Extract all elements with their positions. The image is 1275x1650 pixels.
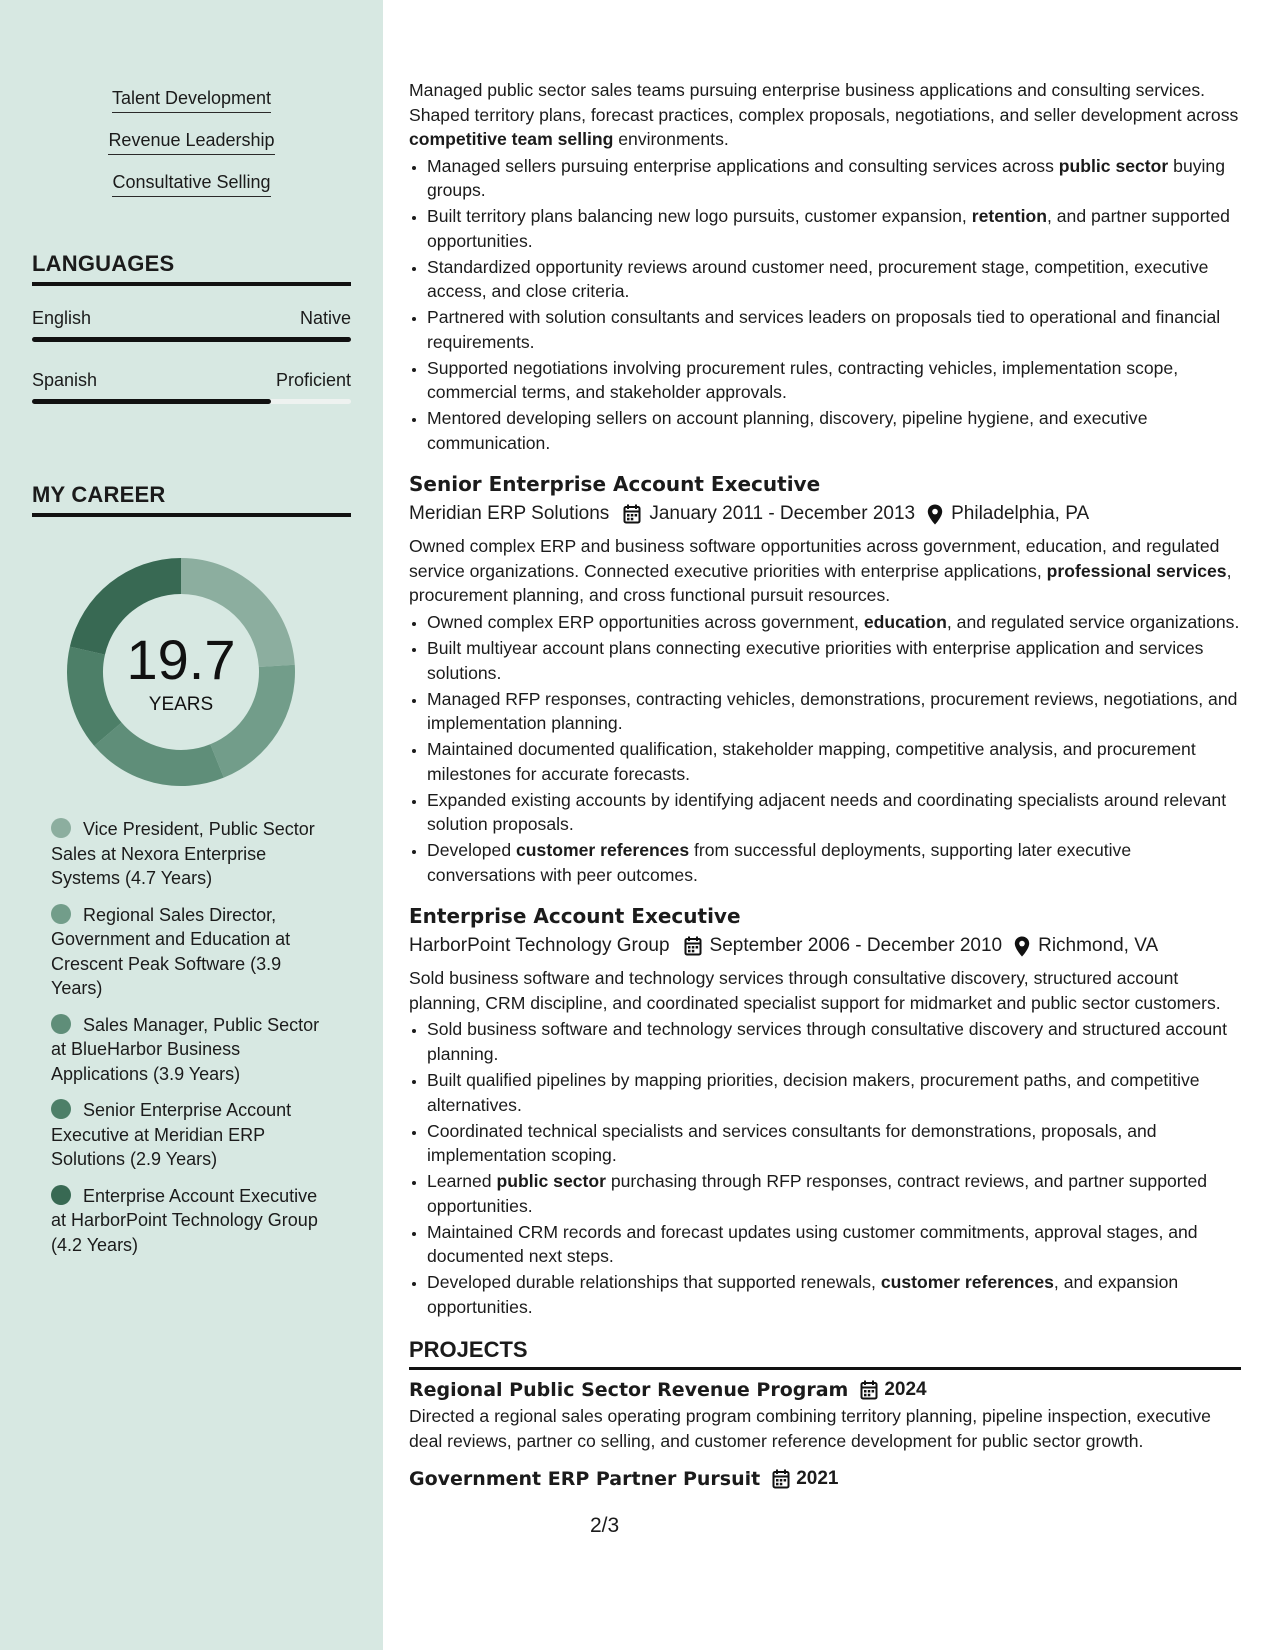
- skill-item: Consultative Selling: [112, 171, 270, 197]
- bullet-item: • Built multiyear account plans connecting executive priorities with enterprise application and services solutions.: [427, 636, 1241, 685]
- job-bullets: [409, 1017, 1241, 1319]
- bullet-item: • Expanded existing accounts by identifying adjacent needs and coordinating specialists around relevant solution proposals.: [427, 788, 1241, 837]
- job-title: Enterprise Account Executive: [409, 904, 741, 929]
- language-name: Spanish: [32, 370, 98, 390]
- languages-section: [32, 251, 351, 404]
- career-legend-text: Regional Sales Director, Government and Education at Crescent Peak Software (3.9 Years): [51, 904, 291, 998]
- career-donut: [66, 557, 296, 787]
- job-title: Senior Enterprise Account Executive: [409, 472, 821, 497]
- calendar-icon: [623, 504, 641, 524]
- calendar-icon: [772, 1469, 790, 1489]
- career-legend-item: [51, 817, 331, 891]
- projects-heading: PROJECTS: [409, 1337, 1241, 1370]
- job-harborpoint: [409, 902, 1241, 1319]
- location-pin-icon: [927, 504, 943, 525]
- project-item: [409, 1465, 1241, 1493]
- skill-item: Revenue Leadership: [108, 129, 274, 155]
- career-legend-text: Enterprise Account Executive at HarborPoint Technology Group (4.2 Years): [51, 1185, 318, 1255]
- bullet-item: • Maintained CRM records and forecast updates using customer commitments, approval stages, and documented next steps.: [427, 1220, 1241, 1269]
- bullet-item: • Built qualified pipelines by mapping priorities, decision makers, procurement paths, and competitive alternatives.: [427, 1068, 1241, 1117]
- bullet-item: • Supported negotiations involving procurement rules, contracting vehicles, implementation scope, commercial terms, and stakeholder approvals.: [427, 356, 1241, 405]
- main-content: [383, 0, 1275, 1650]
- legend-dot-icon: [51, 1099, 71, 1119]
- bullet-item: • Partnered with solution consultants and services leaders on proposals tied to operational and financial requirements.: [427, 305, 1241, 354]
- project-title: Government ERP Partner Pursuit: [409, 1468, 761, 1491]
- job-meta: [409, 932, 1241, 960]
- career-total-label: YEARS: [148, 694, 214, 715]
- bullet-item: • Managed RFP responses, contracting vehicles, demonstrations, procurement reviews, negotiations, and implementation planning.: [427, 687, 1241, 736]
- job-company: HarborPoint Technology Group: [409, 935, 670, 957]
- job-location: Philadelphia, PA: [951, 503, 1090, 525]
- project-description: Directed a regional sales operating program combining territory planning, pipeline inspection, executive deal reviews, partner co selling, and customer reference development for public sector growth.: [409, 1406, 1211, 1451]
- career-section: [32, 482, 351, 1257]
- job-summary: Owned complex ERP and business software opportunities across government, education, and regulated service organizations. Connected executive priorities with enterprise applications, professional services, procurement planning, and cross functional pursuit resources.: [409, 536, 1232, 606]
- skill-item: Talent Development: [112, 87, 271, 113]
- job-bullets: [409, 610, 1241, 887]
- career-legend: [32, 817, 351, 1257]
- career-legend-text: Senior Enterprise Account Executive at Meridian ERP Solutions (2.9 Years): [51, 1100, 292, 1169]
- bullet-item: • Managed sellers pursuing enterprise applications and consulting services across public sector buying groups.: [427, 154, 1241, 203]
- career-legend-item: [51, 903, 331, 1001]
- job-summary: Managed public sector sales teams pursuing enterprise business applications and consulting services. Shaped territory plans, forecast practices, complex proposals, negotiations, and seller development across competitive team selling environments.: [409, 80, 1239, 149]
- job-location: Richmond, VA: [1038, 935, 1159, 957]
- legend-dot-icon: [51, 1014, 71, 1034]
- bullet-item: • Owned complex ERP opportunities across government, education, and regulated service organizations.: [427, 610, 1241, 635]
- job-meridian: [409, 470, 1241, 887]
- language-bar: [32, 337, 351, 342]
- career-legend-item: [51, 1098, 331, 1172]
- bullet-item: • Developed customer references from successful deployments, supporting later executive conversations with peer outcomes.: [427, 838, 1241, 887]
- location-pin-icon: [1014, 936, 1030, 957]
- language-bar: [32, 399, 351, 404]
- job-bullets: [409, 154, 1241, 456]
- bullet-item: • Sold business software and technology services through consultative discovery and structured account planning.: [427, 1017, 1241, 1066]
- calendar-icon: [684, 936, 702, 956]
- career-legend-item: [51, 1013, 331, 1087]
- bullet-item: • Coordinated technical specialists and services consultants for demonstrations, proposals, and implementation scoping.: [427, 1119, 1241, 1168]
- skills-list: [32, 87, 351, 213]
- sidebar: [0, 0, 383, 1650]
- career-heading: MY CAREER: [32, 482, 351, 517]
- bullet-item: • Maintained documented qualification, stakeholder mapping, competitive analysis, and procurement milestones for accurate forecasts.: [427, 737, 1241, 786]
- language-bar-fill: [32, 337, 351, 342]
- job-summary: Sold business software and technology services through consultative discovery, structured account planning, CRM discipline, and coordinated specialist support for midmarket and public sector customers.: [409, 968, 1221, 1013]
- legend-dot-icon: [51, 904, 71, 924]
- languages-heading: LANGUAGES: [32, 251, 351, 286]
- job-dates: September 2006 - December 2010: [709, 935, 1003, 957]
- calendar-icon: [860, 1380, 878, 1400]
- project-item: [409, 1376, 1241, 1453]
- bullet-item: • Built territory plans balancing new logo pursuits, customer expansion, retention, and partner supported opportunities.: [427, 204, 1241, 253]
- language-english: [32, 308, 351, 342]
- bullet-item: • Standardized opportunity reviews around customer need, procurement stage, competition, executive access, and close criteria.: [427, 255, 1241, 304]
- job-previous-continued: [409, 78, 1241, 455]
- career-legend-text: Sales Manager, Public Sector at BlueHarbor Business Applications (3.9 Years): [51, 1014, 320, 1084]
- legend-dot-icon: [51, 1185, 71, 1205]
- page-number: 2/3: [590, 1514, 620, 1537]
- project-year: 2021: [796, 1468, 839, 1490]
- language-bar-fill: [32, 399, 271, 404]
- career-legend-item: [51, 1184, 331, 1258]
- bullet-item: • Learned public sector purchasing through RFP responses, contract reviews, and partner supported opportunities.: [427, 1169, 1241, 1218]
- project-year: 2024: [884, 1379, 927, 1401]
- career-legend-text: Vice President, Public Sector Sales at Nexora Enterprise Systems (4.7 Years): [51, 819, 315, 888]
- career-total-years: 19.7: [126, 628, 236, 691]
- bullet-item: • Developed durable relationships that supported renewals, customer references, and expansion opportunities.: [427, 1270, 1241, 1319]
- language-spanish: [32, 370, 351, 404]
- job-dates: January 2011 - December 2013: [649, 503, 916, 525]
- language-name: English: [32, 308, 92, 328]
- legend-dot-icon: [51, 818, 71, 838]
- job-company: Meridian ERP Solutions: [409, 503, 610, 525]
- language-level: Proficient: [275, 370, 351, 390]
- projects-section: [409, 1337, 1241, 1493]
- language-level: Native: [299, 308, 351, 328]
- project-title: Regional Public Sector Revenue Program: [409, 1379, 849, 1402]
- bullet-item: • Mentored developing sellers on account planning, discovery, pipeline hygiene, and executive communication.: [427, 406, 1241, 455]
- job-meta: [409, 500, 1241, 528]
